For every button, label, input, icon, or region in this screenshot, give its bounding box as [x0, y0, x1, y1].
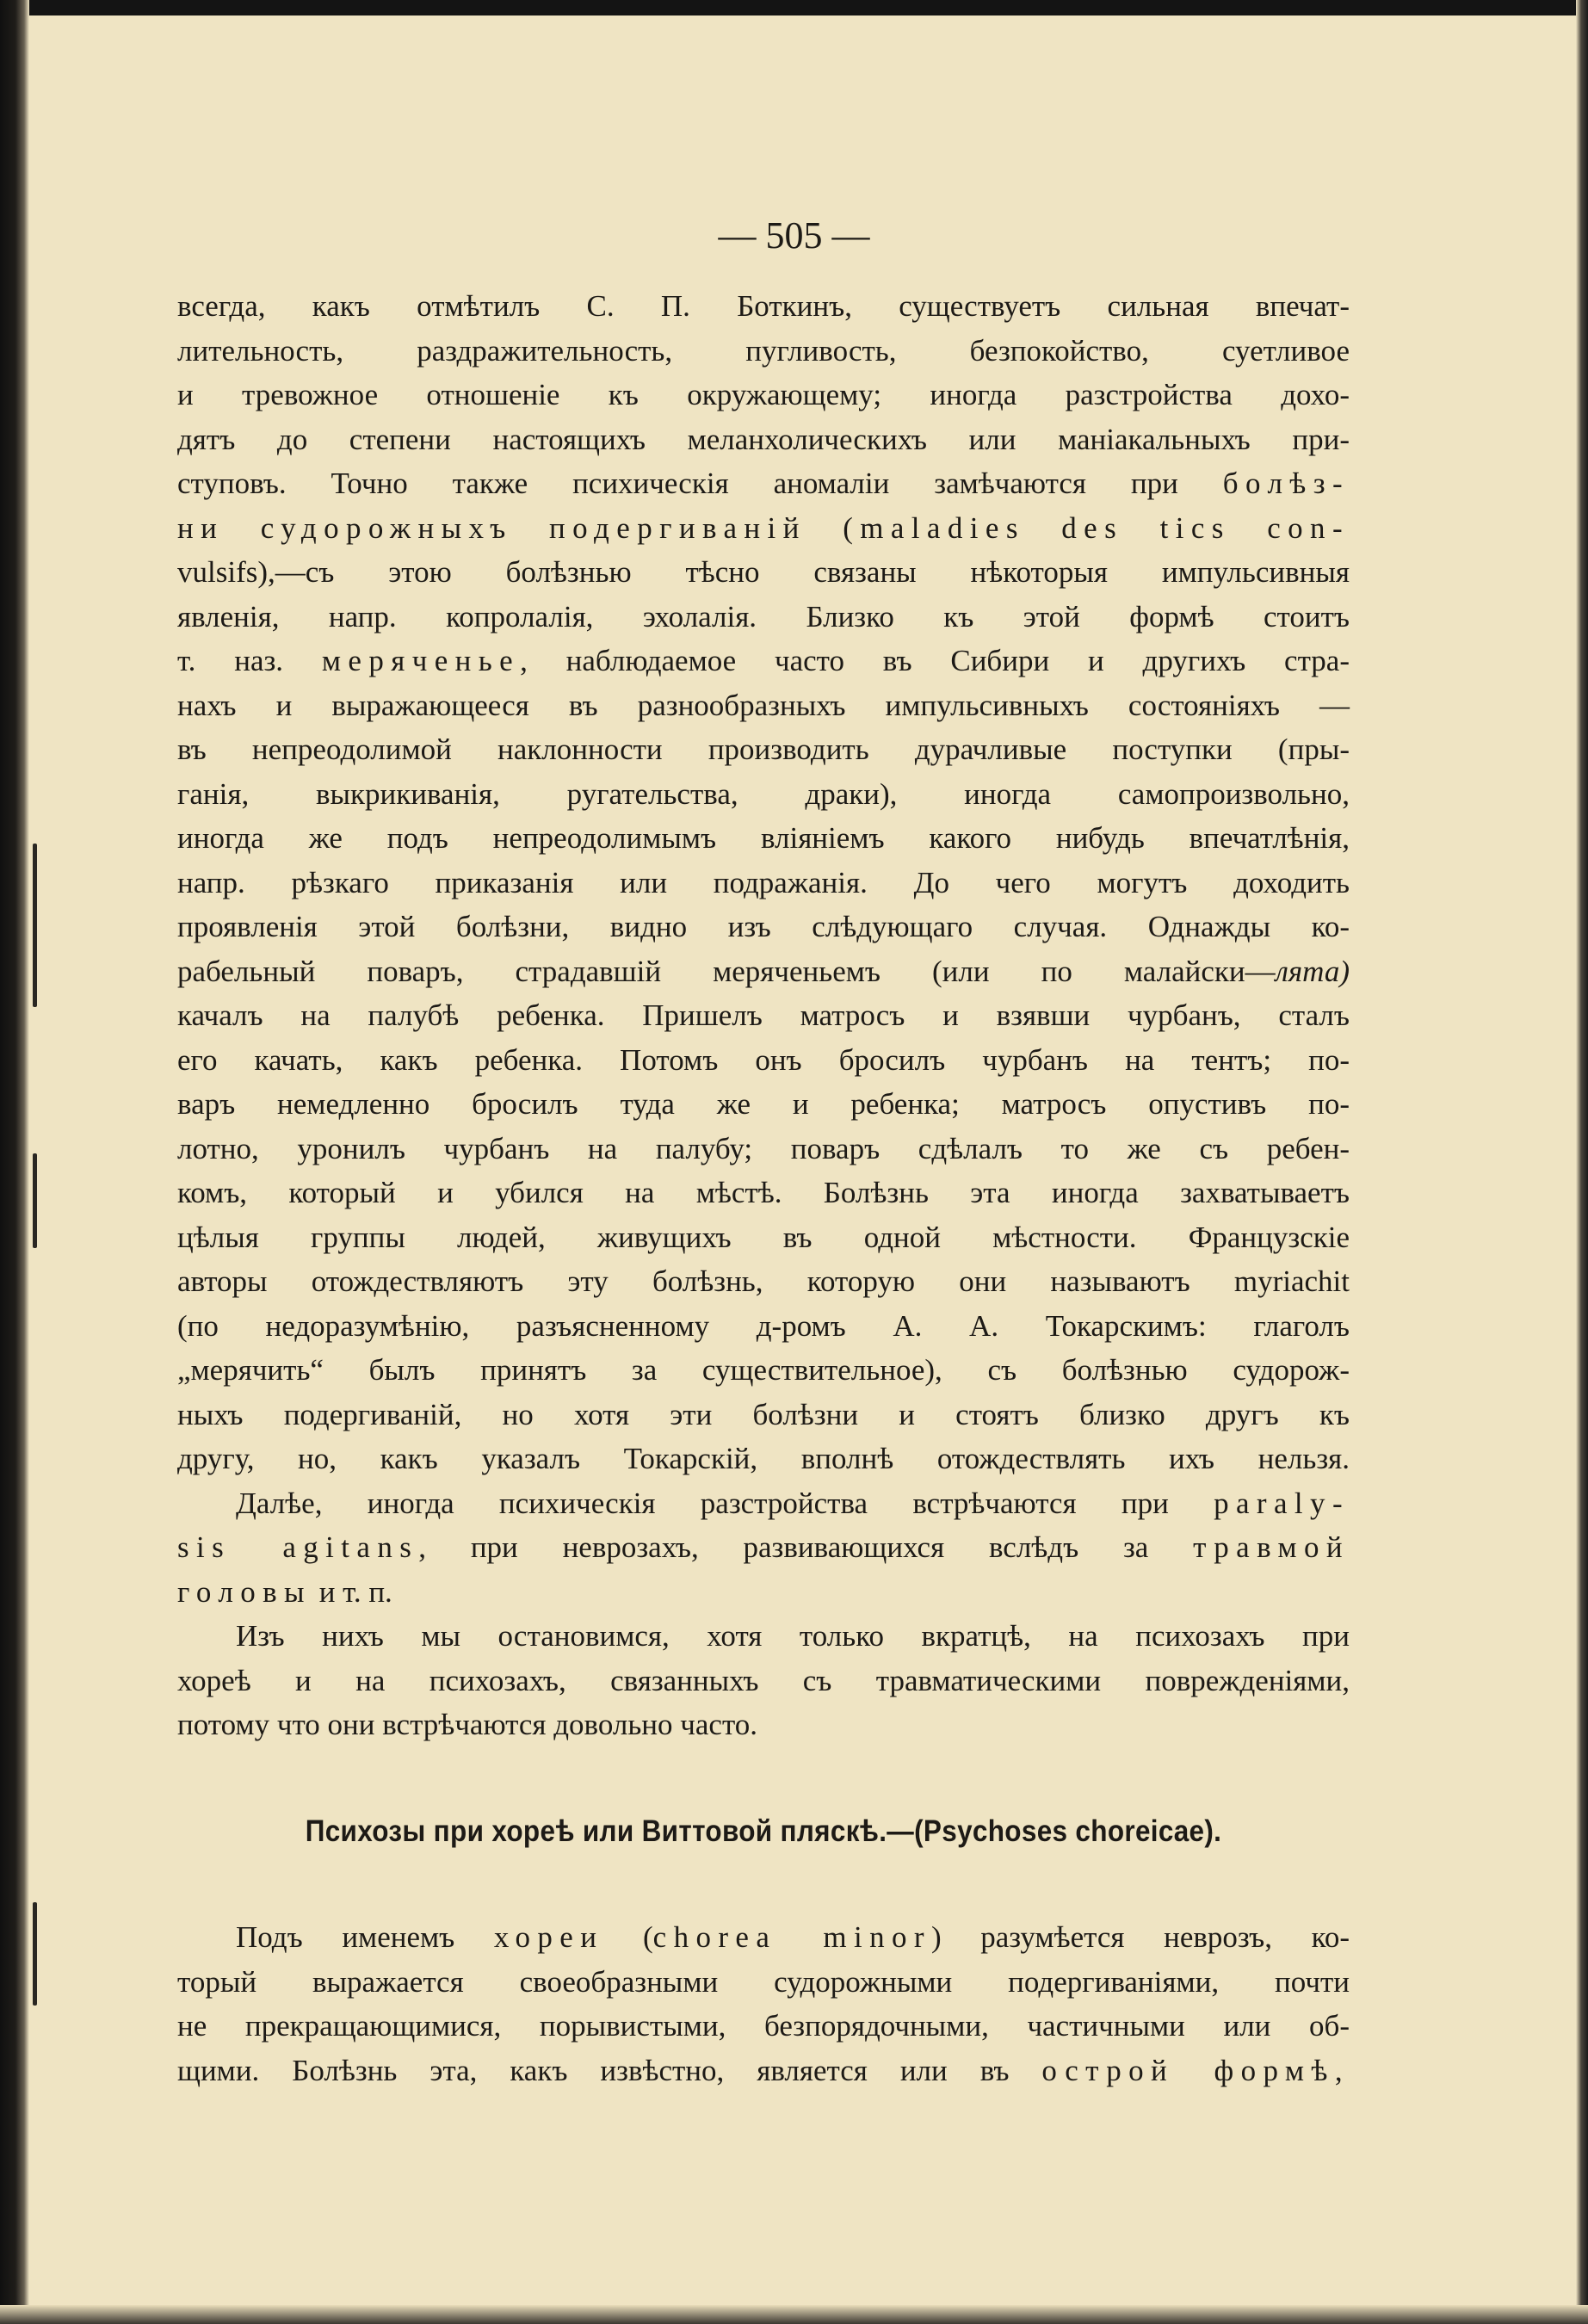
text-line: другу, но, какъ указалъ Токарскій, вполнѣ отождествлять ихъ нельзя. — [177, 1442, 1350, 1475]
text-line — [177, 506, 1350, 551]
text-line — [177, 949, 1350, 994]
scan-bottom-edge — [0, 2305, 1588, 2324]
text-line: и тревожное отношеніе къ окружающему; иногда разстройства дохо- — [177, 378, 1350, 411]
spaced-term: травмой — [1193, 1530, 1350, 1564]
italic-term: лята) — [1275, 954, 1350, 988]
text-line: хореѣ и на психозахъ, связанныхъ съ травматическими поврежденіями, — [177, 1663, 1350, 1697]
section-heading: Психозы при хореѣ или Виттовой пляскѣ.—(Psychoses choreicae). — [305, 1814, 1222, 1848]
body-text — [177, 284, 1350, 2092]
page-number: — 505 — — [718, 214, 870, 257]
text-line: комъ, который и убился на мѣстѣ. Болѣзнь эта иногда захватываетъ — [177, 1176, 1350, 1209]
text-line: иногда же подъ непреодолимымъ вліяніемъ какого нибудь впечатлѣнія, — [177, 821, 1350, 855]
text-line: vulsifs),—съ этою болѣзнью тѣсно связаны нѣкоторыя импульсивныя — [177, 555, 1350, 589]
text-line: авторы отождествляютъ эту болѣзнь, которую они называютъ myriachit — [177, 1264, 1350, 1298]
text-line: не прекращающимися, порывистыми, безпорядочными, частичными или об- — [177, 2009, 1350, 2043]
text-line: явленія, напр. копролалія, эхолалія. Близко къ этой формѣ стоитъ — [177, 599, 1350, 634]
spaced-term: sis agitans — [177, 1530, 419, 1564]
text-line: всегда, какъ отмѣтилъ С. П. Боткинъ, существуетъ сильная впечат- — [177, 289, 1350, 323]
scan-top-edge — [0, 0, 1588, 15]
text-line: цѣлыя группы людей, живущихъ въ одной мѣстности. Французскіе — [177, 1220, 1350, 1254]
text-line: (по недоразумѣнію, разъясненному д-ромъ А. А. Токарскимъ: глаголъ — [177, 1308, 1350, 1343]
text-line: дятъ до степени настоящихъ меланхолическихъ или маніакальныхъ при- — [177, 422, 1350, 456]
text-line: варъ немедленно бросилъ туда же и ребенка; матросъ опустивъ по- — [177, 1087, 1350, 1121]
text-line — [177, 461, 1350, 506]
text-line: потому что они встрѣчаются довольно часто. — [177, 1708, 758, 1741]
text-line: въ непреодолимой наклонности производить дурачливые поступки (пры- — [177, 732, 1350, 766]
text-segment: т. наз. — [177, 644, 322, 677]
text-line: его качать, какъ ребенка. Потомъ онъ бросилъ чурбанъ на тентъ; по- — [177, 1042, 1350, 1077]
text-segment: ( — [603, 1920, 653, 1954]
text-line: ныхъ подергиваній, но хотя эти болѣзни и стоятъ близко другъ къ — [177, 1397, 1350, 1431]
text-segment: ) разумѣется неврозъ, ко- — [930, 1920, 1350, 1954]
text-segment: и т. п. — [311, 1574, 392, 1609]
text-segment: щими. Болѣзнь эта, какъ извѣстно, является или въ — [177, 2053, 1042, 2087]
text-line — [177, 1481, 1350, 1526]
text-segment: , при неврозахъ, развивающихся вслѣдъ за — [418, 1530, 1194, 1564]
text-segment: Далѣе, иногда психическія разстройства встрѣчаются при — [236, 1486, 1214, 1520]
spaced-term: острой формѣ, — [1041, 2053, 1350, 2087]
text-line — [177, 1525, 1350, 1570]
text-segment: Подъ именемъ — [236, 1920, 494, 1954]
text-segment: рабельный поваръ, страдавшій меряченьемъ (или по малайски— — [177, 954, 1276, 988]
text-line: лотно, уронилъ чурбанъ на палубу; поваръ сдѣлалъ то же съ ребен- — [177, 1131, 1350, 1165]
spaced-term: болѣз- — [1222, 467, 1350, 500]
text-line — [177, 639, 1350, 683]
spaced-term: ни судорожныхъ подергиваній (maladies des tics con- — [177, 510, 1350, 545]
text-line — [177, 1570, 1350, 1615]
text-line: „мерячить“ былъ принятъ за существительное), съ болѣзнью судорож- — [177, 1353, 1350, 1387]
spaced-term: chorea minor — [652, 1920, 931, 1954]
text-line: Изъ нихъ мы остановимся, хотя только вкратцѣ, на психозахъ при — [236, 1619, 1350, 1653]
text-line: проявленія этой болѣзни, видно изъ слѣдующаго случая. Однажды ко- — [177, 910, 1350, 943]
text-line: нахъ и выражающееся въ разнообразныхъ импульсивныхъ состояніяхъ — — [177, 688, 1350, 722]
text-line: торый выражается своеобразными судорожными подергиваніями, почти — [177, 1964, 1350, 1999]
text-line: ганія, выкрикиванія, ругательства, драки), иногда самопроизвольно, — [177, 776, 1350, 811]
text-segment: ступовъ. Точно также психическія аномаліи замѣчаются при — [177, 467, 1223, 500]
text-line: напр. рѣзкаго приказанія или подражанія. До чего могутъ доходить — [177, 865, 1350, 899]
text-segment: , наблюдаемое часто въ Сибири и другихъ стра- — [520, 644, 1350, 677]
spaced-term: головы — [177, 1574, 312, 1609]
scan-right-edge — [1576, 0, 1588, 2324]
text-line — [177, 2049, 1350, 2093]
text-line: качалъ на палубѣ ребенка. Пришелъ матросъ и взявши чурбанъ, сталъ — [177, 998, 1350, 1032]
scan-mark — [33, 1902, 37, 2006]
spaced-term: хореи — [493, 1920, 604, 1954]
scan-mark — [33, 844, 37, 1007]
spaced-term: меряченье — [321, 644, 521, 677]
text-line: лительность, раздражительность, пугливость, безпокойство, суетливое — [177, 333, 1350, 368]
scan-mark — [33, 1153, 37, 1248]
text-line — [177, 1915, 1350, 1960]
spaced-term: paraly- — [1214, 1486, 1350, 1520]
scan-left-edge — [0, 0, 29, 2324]
